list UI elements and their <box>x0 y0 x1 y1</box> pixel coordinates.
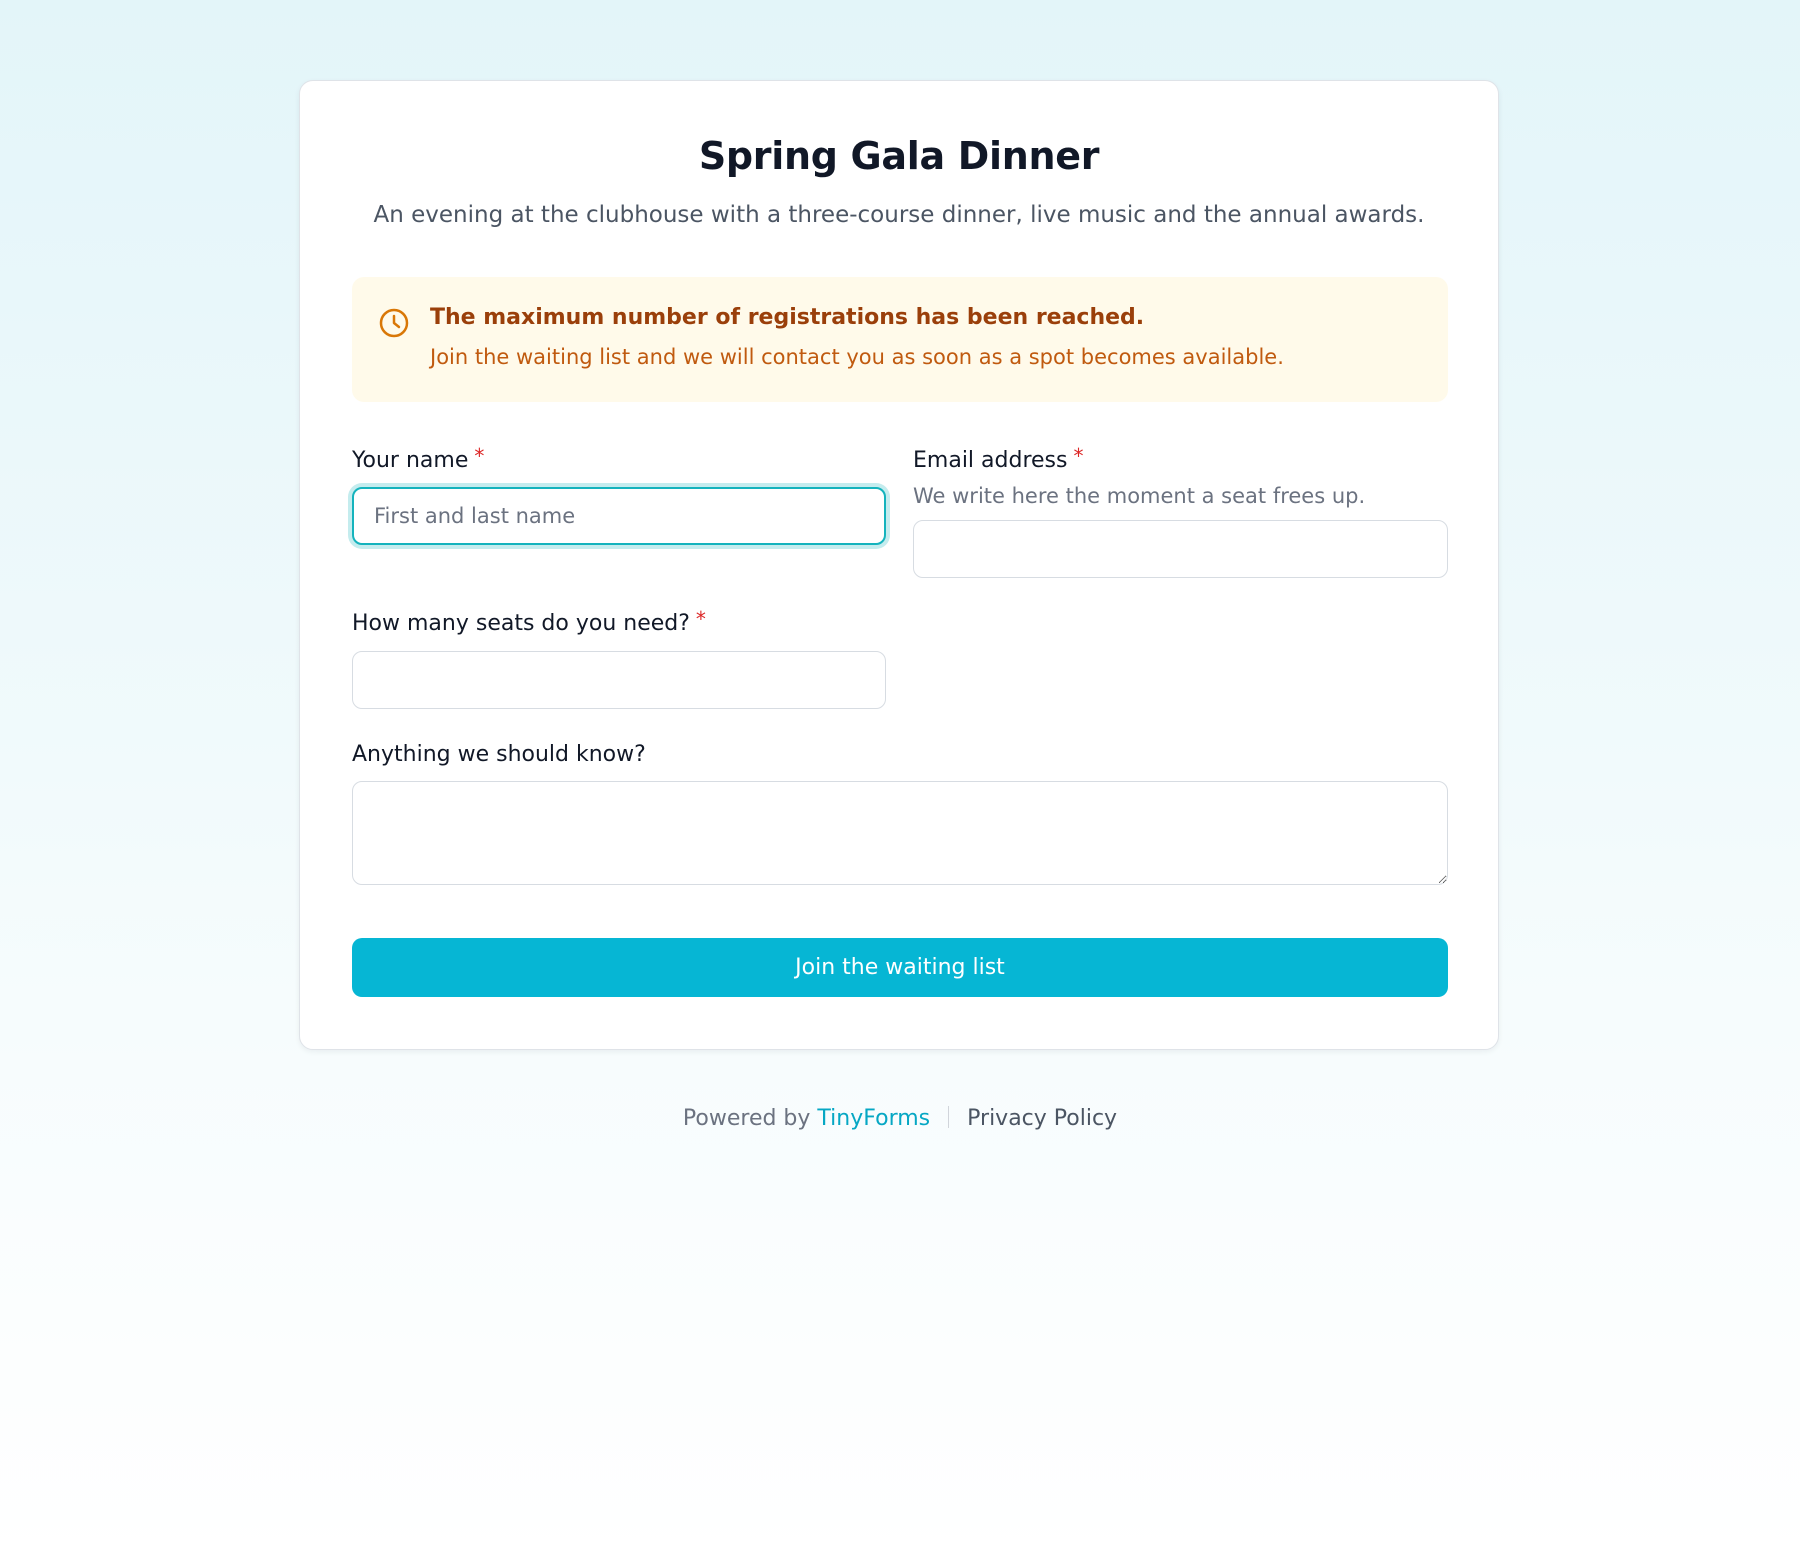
email-label-text: Email address <box>913 448 1068 473</box>
notes-label <box>352 742 646 767</box>
required-marker: * <box>695 607 706 631</box>
form-card <box>299 80 1499 1050</box>
join-waiting-list-button[interactable]: Join the waiting list <box>352 938 1448 997</box>
form-title: Spring Gala Dinner <box>698 134 1100 178</box>
tinyforms-link[interactable]: TinyForms <box>817 1106 931 1131</box>
waitlist-notice <box>352 277 1448 402</box>
notes-textarea[interactable] <box>352 781 1448 885</box>
email-hint: We write here the moment a seat frees up. <box>913 484 1366 508</box>
footer-divider <box>948 1106 949 1128</box>
seats-label-text: How many seats do you need? <box>352 611 690 636</box>
clock-icon <box>378 307 410 339</box>
notice-title: The maximum number of registrations has been reached. <box>430 305 1145 330</box>
name-input[interactable] <box>352 487 886 545</box>
seats-input[interactable] <box>352 651 886 709</box>
notes-label-text: Anything we should know? <box>352 742 646 767</box>
name-label-text: Your name <box>352 448 469 473</box>
form-description: An evening at the clubhouse with a three-course dinner, live music and the annual awards. <box>373 202 1425 228</box>
email-label <box>913 444 1084 473</box>
required-marker: * <box>474 444 485 468</box>
required-marker: * <box>1073 444 1084 468</box>
name-label <box>352 444 485 473</box>
privacy-policy-link[interactable]: Privacy Policy <box>967 1106 1118 1131</box>
footer <box>0 1106 1800 1131</box>
powered-by-text: Powered by <box>682 1106 811 1131</box>
notice-message: Join the waiting list and we will contact you as soon as a spot becomes available. <box>430 345 1284 369</box>
email-input[interactable] <box>913 520 1448 578</box>
seats-label <box>352 607 706 636</box>
